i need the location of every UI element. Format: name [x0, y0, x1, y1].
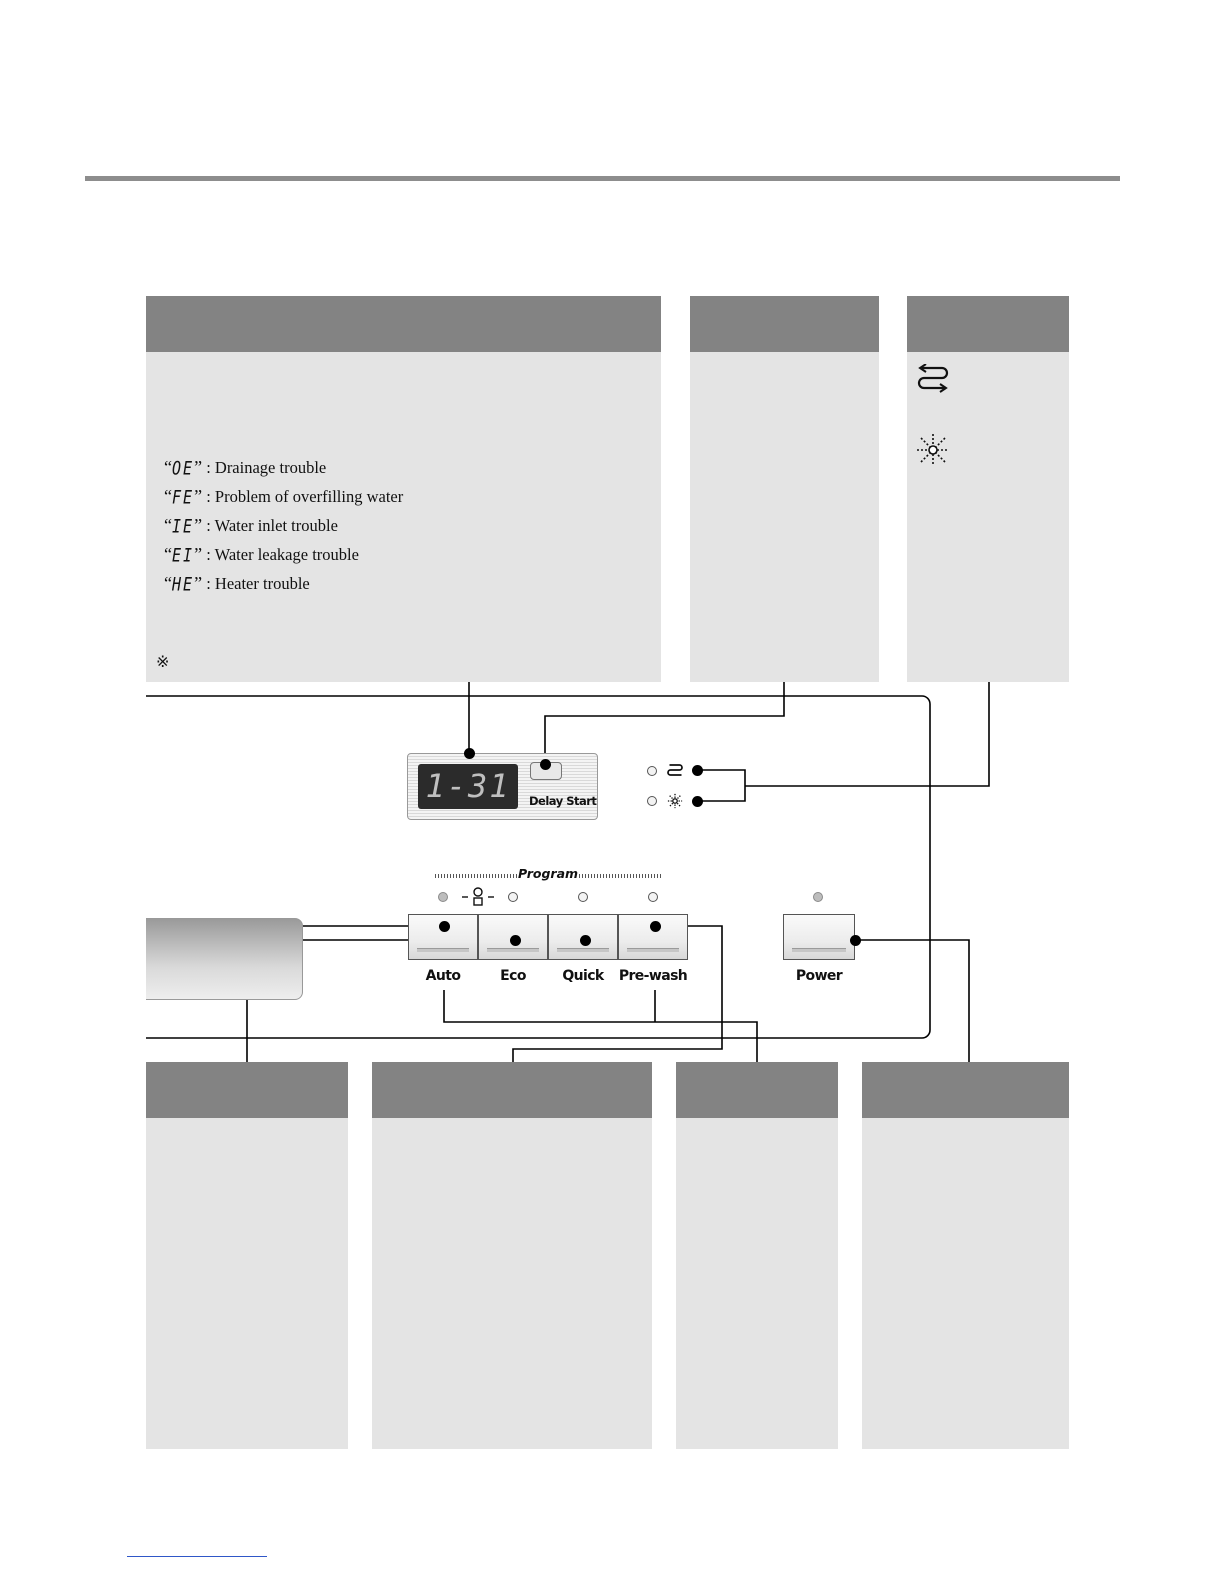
error-desc: : Water inlet trouble — [202, 516, 338, 535]
quick-callout-dot — [580, 935, 591, 946]
pre-wash-label: Pre-wash — [618, 968, 688, 984]
salt-callout-dot — [692, 796, 703, 807]
power-label: Power — [795, 968, 843, 984]
error-code: IE — [172, 514, 195, 538]
error-desc: : Water leakage trouble — [202, 545, 359, 564]
power-button[interactable] — [783, 914, 855, 960]
error-code: OE — [172, 456, 195, 480]
eco-lamp — [508, 892, 518, 902]
digit-display: 1-31 — [418, 764, 518, 809]
error-desc: : Heater trouble — [202, 574, 310, 593]
display-panel — [407, 753, 598, 820]
error-code-row: “OE” : Drainage trouble — [164, 454, 326, 480]
delay-start-label: Delay Start — [529, 794, 597, 808]
error-code: EI — [172, 543, 195, 567]
auto-label: Auto — [425, 968, 461, 984]
eco-callout-dot — [510, 935, 521, 946]
footer-link-underline — [127, 1556, 267, 1557]
panel-side-tab — [146, 918, 303, 1000]
error-desc: : Problem of overfilling water — [202, 487, 404, 506]
error-desc: : Drainage trouble — [202, 458, 327, 477]
rinse-aid-lamp — [647, 766, 657, 776]
pre-wash-callout-dot — [650, 921, 661, 932]
note-symbol: ※ — [156, 654, 170, 671]
program-label-group — [435, 866, 661, 881]
eco-label: Eco — [500, 968, 526, 984]
error-code-row: “IE” : Water inlet trouble — [164, 512, 338, 538]
power-lamp — [813, 892, 823, 902]
power-callout-dot — [850, 935, 861, 946]
rinse-aid-callout-dot — [692, 765, 703, 776]
salt-lamp — [647, 796, 657, 806]
quick-lamp — [578, 892, 588, 902]
program-label: Program — [517, 866, 579, 881]
error-code: FE — [172, 485, 195, 509]
quick-label: Quick — [562, 968, 604, 984]
error-code-row: “HE” : Heater trouble — [164, 570, 310, 596]
delay-start-callout-dot — [540, 759, 551, 770]
display-callout-dot — [464, 748, 475, 759]
salt-icon — [667, 793, 683, 809]
auto-lamp — [438, 892, 448, 902]
auto-callout-dot — [439, 921, 450, 932]
error-code: HE — [172, 572, 195, 596]
rinse-aid-icon — [666, 763, 684, 778]
error-code-row: “FE” : Problem of overfilling water — [164, 483, 403, 509]
pre-wash-lamp — [648, 892, 658, 902]
error-code-row: “EI” : Water leakage trouble — [164, 541, 359, 567]
child-lock-icon — [460, 886, 496, 908]
